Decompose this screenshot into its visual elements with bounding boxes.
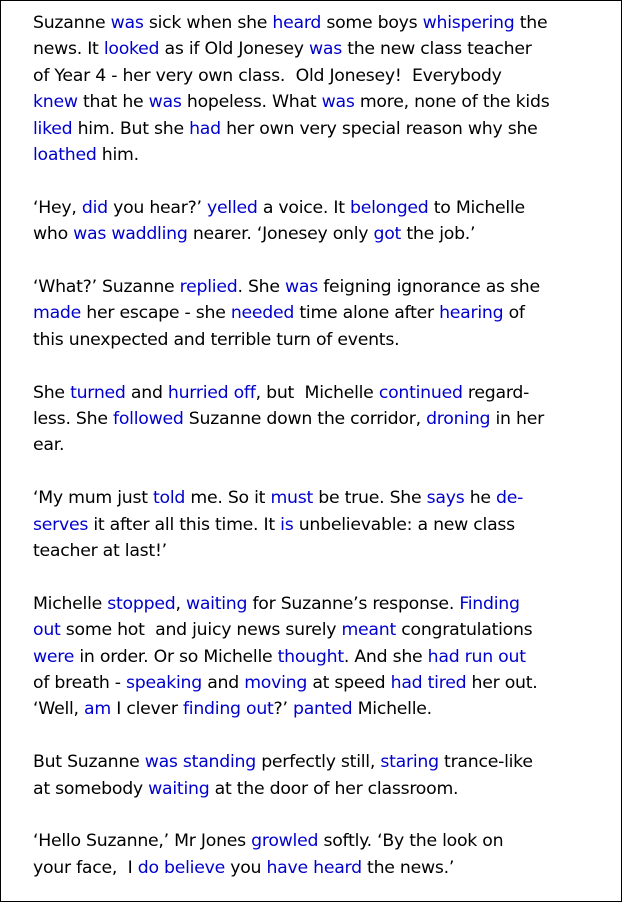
text-segment: unbelievable: a new class [293,514,515,535]
paragraph [33,591,593,723]
highlighted-verb: Finding [459,593,520,614]
highlighted-verb: must [270,488,314,509]
text-line [33,300,593,326]
highlighted-verb: had tired [390,673,467,694]
text-line [33,380,593,406]
highlighted-verb: finding out [182,699,274,720]
text-segment: ?’ [273,699,293,720]
highlighted-verb: was [285,277,318,298]
highlighted-verb: droning [426,409,491,430]
highlighted-verb: staring [380,752,439,773]
text-segment: your face, I [33,857,138,878]
text-segment: for Suzanne’s response. [247,593,460,614]
highlighted-verb: was [321,92,355,113]
highlighted-verb: says [426,488,465,509]
text-segment: some boys [321,13,423,33]
text-line [33,274,593,300]
text-segment: who [33,224,74,245]
highlighted-verb: had run out [427,646,526,667]
paragraph [33,828,593,881]
text-segment: ‘Hello Suzanne,’ Mr Jones [33,831,252,852]
text-segment: She [33,382,71,403]
text-segment: ‘Hey, [33,197,82,218]
text-segment: him. [96,145,139,166]
highlighted-verb: speaking [126,673,202,694]
highlighted-verb: replied [179,277,238,298]
text-segment: me. So it [185,488,271,509]
text-line [33,591,593,617]
highlighted-verb: yelled [207,197,258,218]
text-segment: ‘Well, [33,699,85,720]
text-segment: it after all this time. It [88,514,281,535]
text-segment: you hear?’ [107,197,208,218]
highlighted-verb: continued [378,382,463,403]
text-segment: and [201,673,245,694]
paragraph [33,10,593,168]
text-line [33,89,593,115]
text-segment: teacher at last!’ [33,541,167,562]
text-segment: ear. [33,435,65,456]
highlighted-verb: out [33,620,61,641]
text-segment: hopeless. What [181,92,322,113]
text-segment: at somebody [33,778,149,799]
text-segment: at the door of her classroom. [209,778,459,799]
text-segment: the job.’ [401,224,476,245]
highlighted-verb: do believe [137,857,225,878]
highlighted-verb: was [148,92,182,113]
highlighted-verb: did [81,197,108,218]
text-segment: him. But she [72,118,190,139]
highlighted-verb: meant [341,620,397,641]
highlighted-verb: told [153,488,186,509]
text-segment: I clever [110,699,183,720]
highlighted-verb: loathed [33,145,97,166]
highlighted-verb: looked [103,39,160,60]
text-segment: the news.’ [361,857,455,878]
text-line [33,696,593,722]
highlighted-verb: is [280,514,294,535]
text-segment: the [514,13,548,33]
text-line [33,116,593,142]
text-line [33,644,593,670]
text-segment: Michelle. [352,699,432,720]
text-segment: some hot and juicy news surely [60,620,342,641]
highlighted-verb: heard [272,13,322,33]
text-segment: in order. Or so Michelle [74,646,278,667]
text-segment: of Year 4 - her very own class. Old Jonesey! Everybody [33,65,502,86]
text-line [33,512,593,538]
text-segment: feigning ignorance as she [317,277,540,298]
story-text [33,10,593,881]
text-segment: nearer. ‘Jonesey only [187,224,374,245]
highlighted-verb: whispering [422,13,515,33]
text-segment: , [175,593,186,614]
text-segment: trance-like [438,752,533,773]
paragraph [33,749,593,802]
text-line [33,142,593,168]
text-segment: in her [490,409,544,430]
highlighted-verb: waiting [148,778,210,799]
text-segment: he [464,488,497,509]
highlighted-verb: were [33,646,75,667]
text-segment: her escape - she [81,303,231,324]
text-line [33,670,593,696]
text-segment: regard- [462,382,530,403]
text-segment: perfectly still, [255,752,381,773]
text-line [33,221,593,247]
highlighted-verb: stopped [107,593,176,614]
text-segment: as if Old Jonesey [159,39,309,60]
highlighted-verb: knew [33,92,78,113]
text-segment: be true. She [313,488,427,509]
text-segment: her out. [466,673,538,694]
text-segment: ‘My mum just [33,488,154,509]
text-segment: you [224,857,267,878]
text-segment: sick when she [143,13,273,33]
text-line [33,195,593,221]
text-segment: But Suzanne [33,752,145,773]
highlighted-verb: moving [244,673,308,694]
text-segment: Suzanne [33,13,111,33]
highlighted-verb: turned [70,382,126,403]
highlighted-verb: was [308,39,342,60]
highlighted-verb: de- [496,488,524,509]
text-segment: that he [77,92,149,113]
highlighted-verb: needed [230,303,295,324]
text-segment: this unexpected and terrible turn of events. [33,329,400,350]
highlighted-verb: liked [33,118,73,139]
text-segment: , but Michelle [255,382,379,403]
text-line [33,749,593,775]
text-segment: congratulations [396,620,533,641]
text-segment: . She [237,277,285,298]
text-line [33,485,593,511]
text-line [33,36,593,62]
text-segment: less. She [33,409,113,430]
text-line [33,617,593,643]
text-line [33,406,593,432]
highlighted-verb: had [189,118,221,139]
text-line [33,855,593,881]
text-segment: a voice. It [257,197,351,218]
text-segment: news. It [33,39,104,60]
text-line [33,327,593,353]
text-segment: and [125,382,168,403]
text-segment: at speed [307,673,391,694]
highlighted-verb: am [84,699,111,720]
text-segment: of breath - [33,673,127,694]
text-segment: ‘What?’ Suzanne [33,277,180,298]
text-segment: the new class teacher [341,39,532,60]
highlighted-verb: was standing [144,752,256,773]
highlighted-verb: got [373,224,402,245]
paragraph [33,485,593,564]
highlighted-verb: hearing [439,303,504,324]
text-line [33,10,593,36]
text-segment: her own very special reason why she [220,118,538,139]
highlighted-verb: thought [277,646,344,667]
paragraph [33,195,593,248]
text-line [33,776,593,802]
text-segment: . And she [343,646,428,667]
text-segment: more, none of the kids [354,92,550,113]
text-line [33,63,593,89]
highlighted-verb: have heard [266,857,362,878]
text-segment: to Michelle [428,197,525,218]
highlighted-verb: made [33,303,82,324]
highlighted-verb: hurried off [167,382,256,403]
highlighted-verb: panted [292,699,353,720]
highlighted-verb: belonged [350,197,429,218]
highlighted-verb: waiting [185,593,248,614]
text-segment: Michelle [33,593,108,614]
highlighted-verb: followed [112,409,184,430]
highlighted-verb: was waddling [73,224,188,245]
text-segment: softly. ‘By the look on [318,831,504,852]
text-line [33,538,593,564]
highlighted-verb: growled [251,831,319,852]
text-segment: of [503,303,525,324]
text-segment: Suzanne down the corridor, [183,409,427,430]
text-line [33,432,593,458]
paragraph [33,380,593,459]
paragraph [33,274,593,353]
text-line [33,828,593,854]
text-segment: time alone after [294,303,440,324]
highlighted-verb: serves [33,514,89,535]
highlighted-verb: was [110,13,144,33]
